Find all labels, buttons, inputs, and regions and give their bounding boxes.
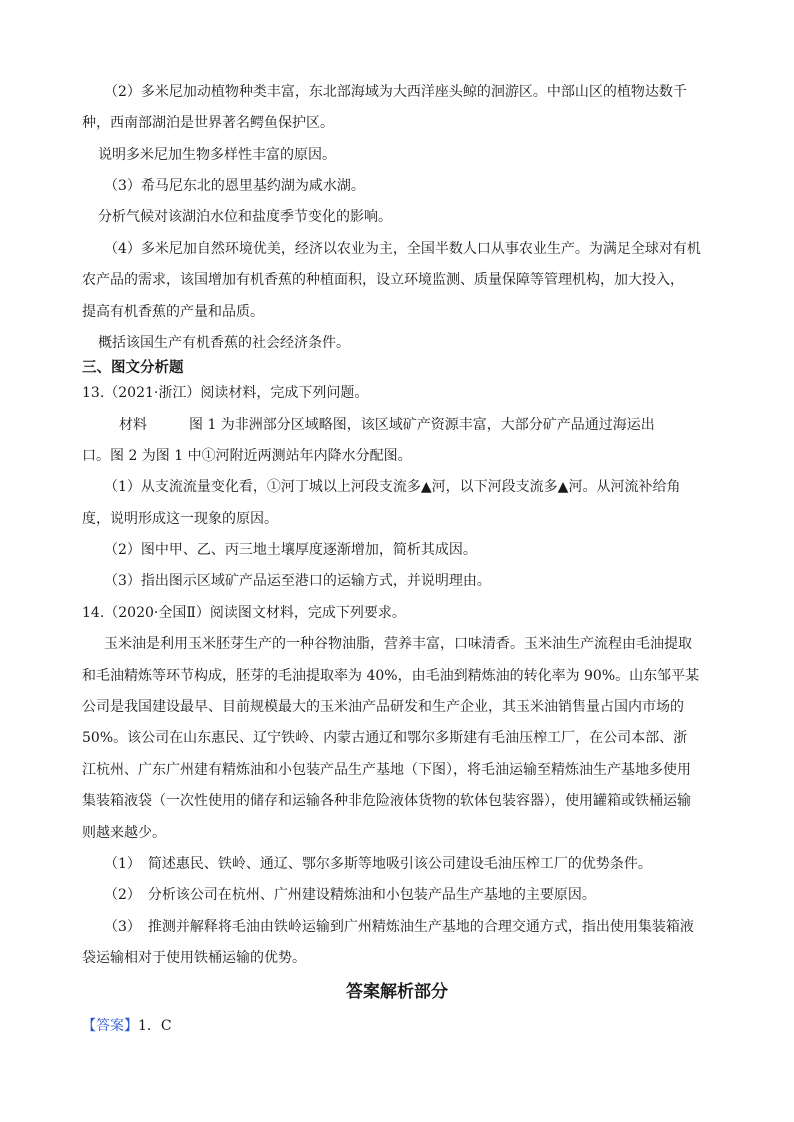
q14-sub2: （2） 分析该公司在杭州、广州建设精炼油和小包装产品生产基地的主要原因。: [104, 887, 596, 903]
q14-material-line7: 则越来越少。: [82, 825, 166, 841]
answers-title: 答案解析部分: [346, 982, 448, 1002]
q14-material-line5: 江杭州、广东广州建有精炼油和小包装产品生产基地（下图），将毛油运输至精炼油生产基地多使用: [82, 762, 691, 778]
q12-part4-line2: 农产品的需求，该国增加有机香蕉的种植面积，设立环境监测、质量保障等管理机构，加大投入，: [82, 272, 684, 288]
q12-part3-line1: （3）希马尼东北的恩里基约湖为咸水湖。: [104, 178, 365, 194]
q14-sub3-line2: 袋运输相对于使用铁桶运输的优势。: [82, 950, 306, 966]
q12-part4-line1: （4）多米尼加自然环境优美，经济以农业为主，全国半数人口从事农业生产。为满足全球对有机: [104, 241, 701, 257]
q14-sub1: （1） 简述惠民、铁岭、通辽、鄂尔多斯等地吸引该公司建设毛油压榨工厂的优势条件。: [104, 856, 652, 872]
q13-sub2: （2）图中甲、乙、丙三地土壤厚度逐渐增加，简析其成因。: [104, 542, 477, 558]
q13-material-line1: 材料 图 1 为非洲部分区域略图，该区域矿产资源丰富，大部分矿产品通过海运出: [119, 417, 655, 433]
q14-material-line3: 公司是我国建设最早、目前规模最大的玉米油产品研发和生产企业，其玉米油销售量占国内市场的: [82, 699, 684, 715]
q13-material-line2: 口。图 2 为图 1 中①河附近两测站年内降水分配图。: [82, 448, 412, 464]
q14-material-line6: 集装箱液袋（一次性使用的储存和运输各种非危险液体货物的软体包装容器），使用罐箱或铁桶运输: [82, 793, 691, 809]
q13-sub3: （3）指出图示区域矿产品运至港口的运输方式，并说明理由。: [104, 573, 491, 589]
q12-part4-question: 概括该国生产有机香蕉的社会经济条件。: [98, 335, 350, 351]
q12-part2-line1: （2）多米尼加动植物种类丰富，东北部海域为大西洋座头鲸的洄游区。中部山区的植物达数千: [104, 84, 687, 100]
q14-material-line1: 玉米油是利用玉米胚芽生产的一种谷物油脂，营养丰富，口味清香。玉米油生产流程由毛油提取: [104, 636, 692, 652]
section-heading: 三、图文分析题: [82, 360, 184, 376]
q12-part2-line2: 种，西南部湖泊是世界著名鳄鱼保护区。: [82, 115, 334, 131]
answer-first: 1．C: [138, 1018, 172, 1034]
q14-sub3-line1: （3） 推测并解释将毛油由铁岭运输到广州精炼油生产基地的合理交通方式，指出使用集装箱液: [104, 919, 694, 935]
q14-intro: 14.（2020·全国Ⅱ）阅读图文材料，完成下列要求。: [82, 605, 406, 621]
q13-sub1-line2: 度，说明形成这一现象的原因。: [82, 511, 278, 527]
q13-intro: 13.（2021·浙江）阅读材料，完成下列问题。: [82, 385, 369, 401]
q12-part2-question: 说明多米尼加生物多样性丰富的原因。: [98, 147, 336, 163]
q12-part4-line3: 提高有机香蕉的产量和品质。: [82, 304, 264, 320]
answer-tag: 【答案】: [82, 1018, 138, 1034]
answer-line: [82, 1016, 172, 1036]
q14-material-line4: 50%。该公司在山东惠民、辽宁铁岭、内蒙古通辽和鄂尔多斯建有毛油压榨工厂，在公司本部、浙: [82, 730, 688, 746]
q14-material-line2: 和毛油精炼等环节构成，胚芽的毛油提取率为 40%，由毛油到精炼油的转化率为 90%。山东邹平某: [82, 668, 700, 684]
q12-part3-question: 分析气候对该湖泊水位和盐度季节变化的影响。: [98, 209, 392, 225]
q13-sub1-line1: （1）从支流流量变化看，①河丁城以上河段支流多▲河，以下河段支流多▲河。从河流补给角: [104, 479, 681, 495]
